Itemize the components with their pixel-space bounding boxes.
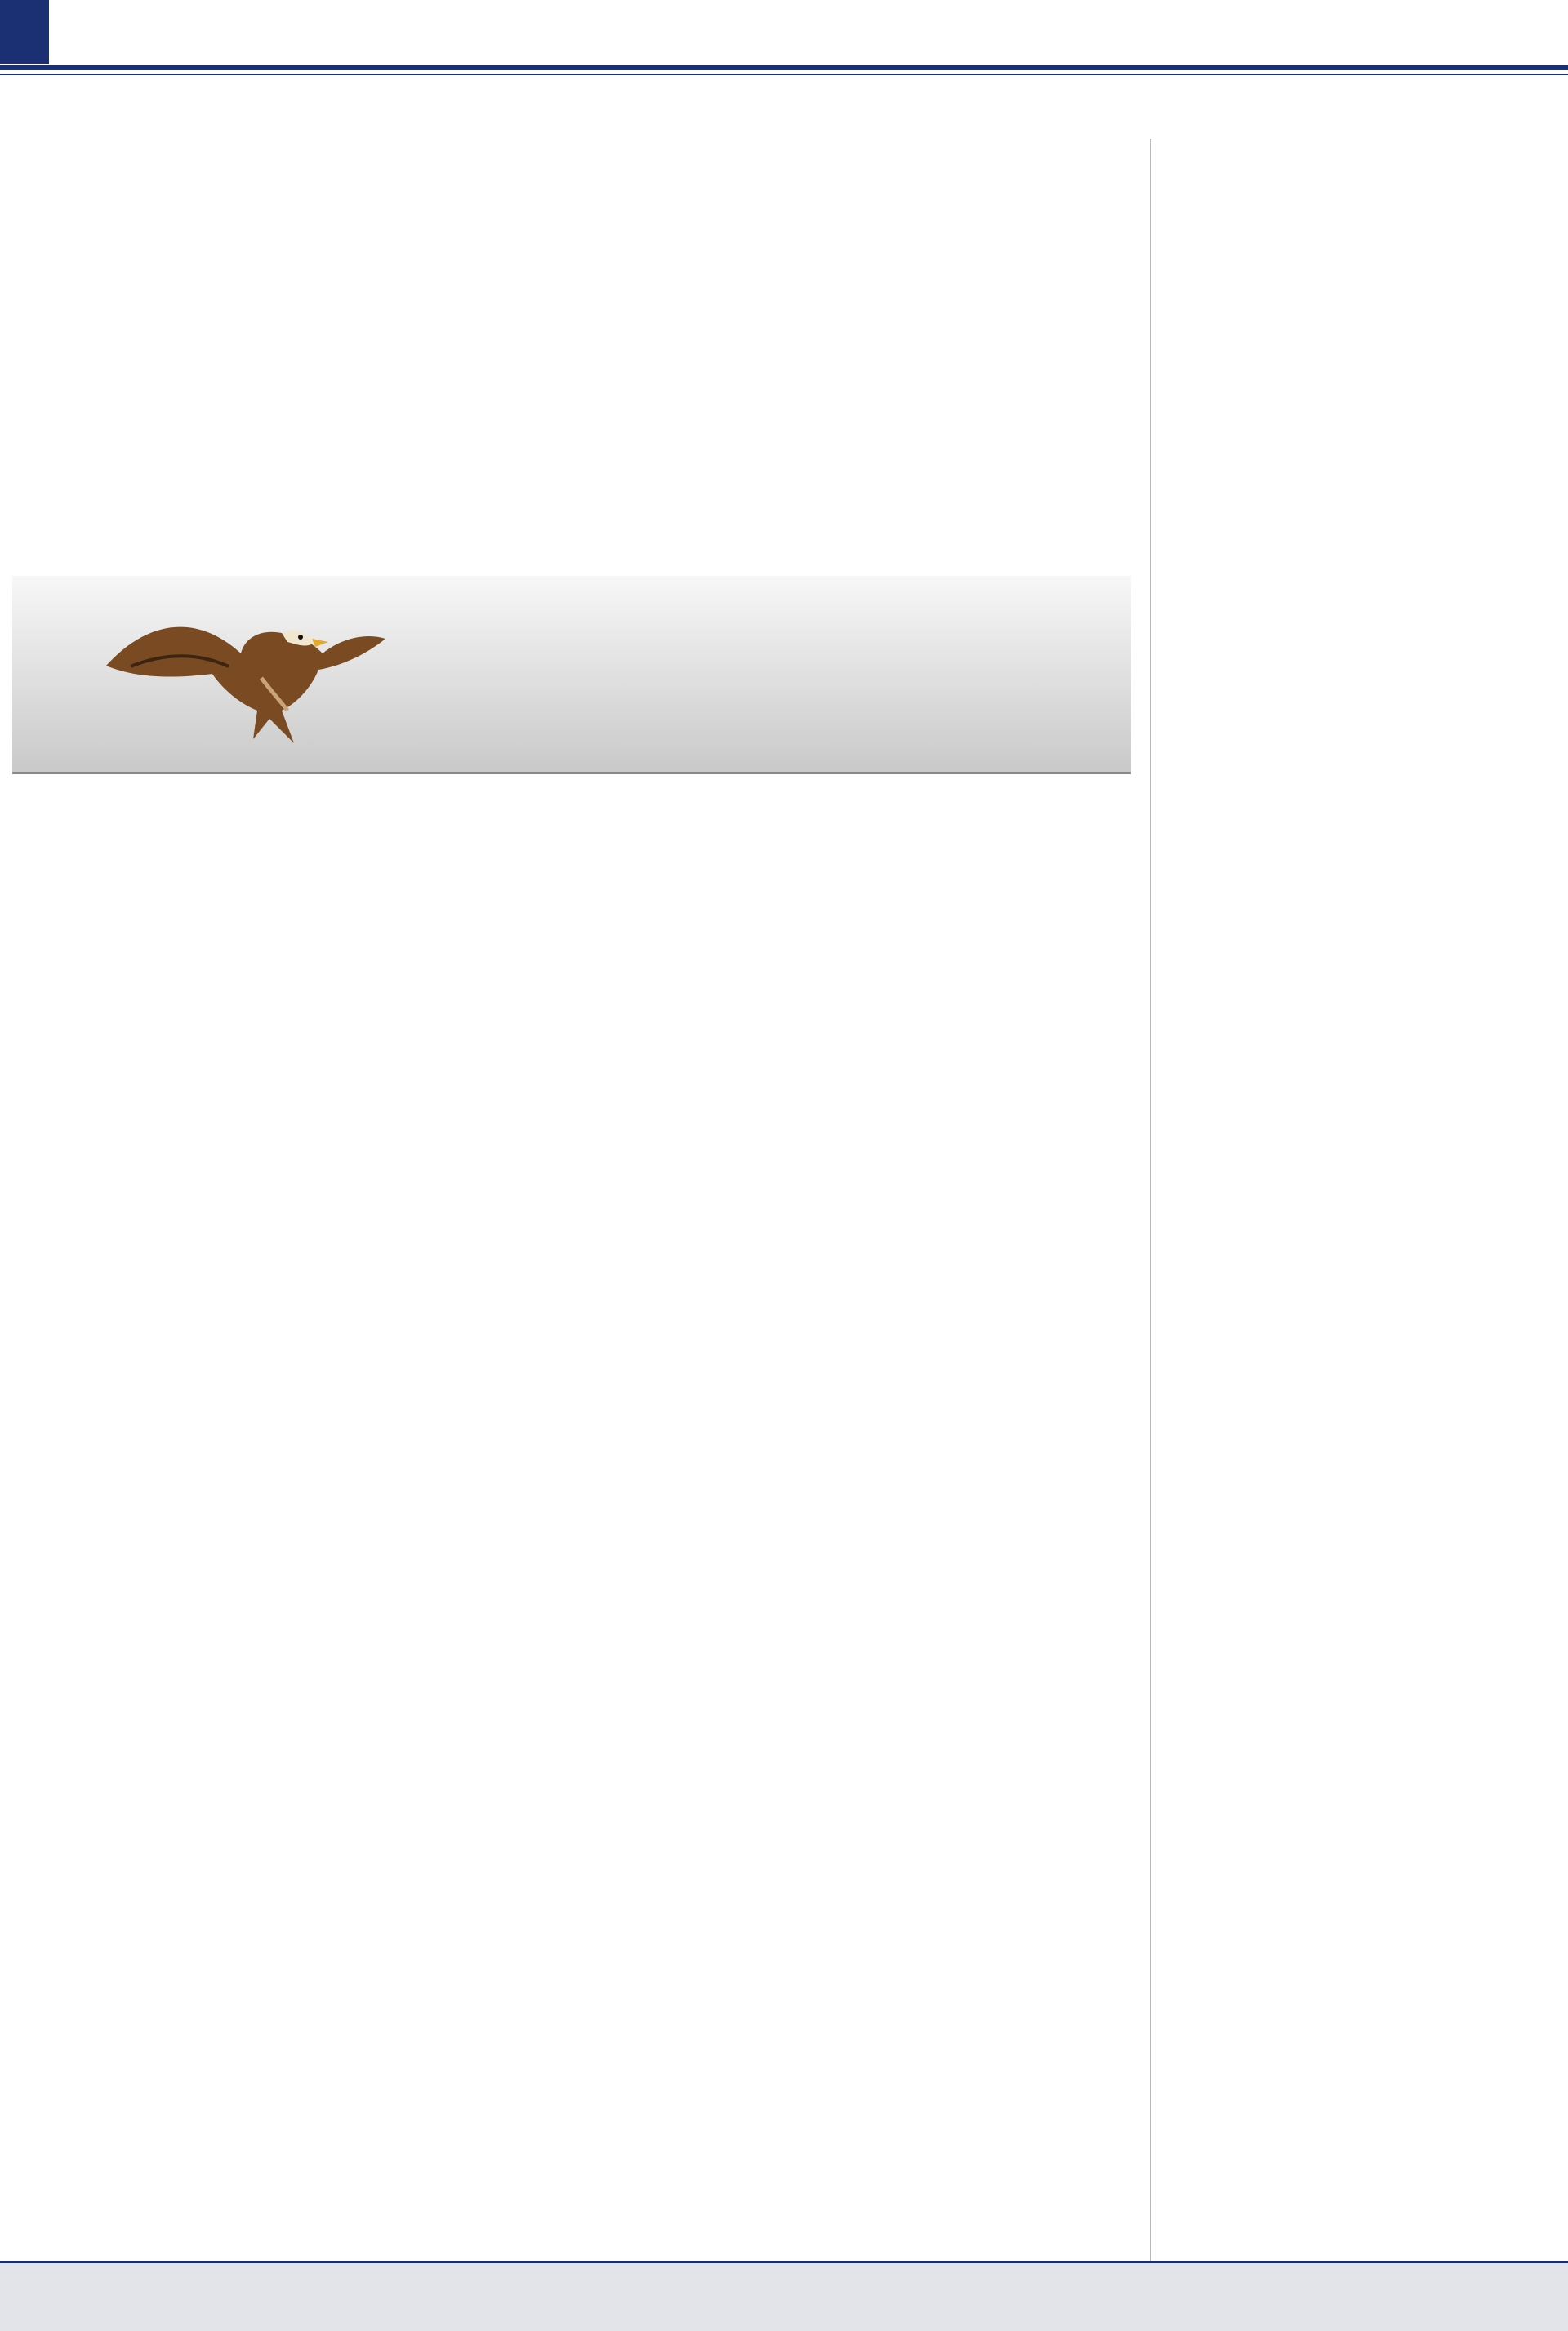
column-divider [1150, 139, 1152, 2262]
footer-bar [0, 2261, 1568, 2331]
article3-top [1191, 139, 1452, 768]
eagle-icon [98, 588, 392, 751]
banner-rule [12, 772, 1131, 774]
masthead [637, 0, 931, 64]
article2-col1 [12, 791, 363, 2240]
article1-col2 [394, 243, 745, 552]
header-rule [0, 65, 1568, 70]
article3-body [1191, 768, 1554, 2189]
article1-col3 [778, 243, 1129, 521]
article2-col2 [394, 791, 745, 2240]
header-rule-thin [0, 74, 1568, 75]
page-number [0, 0, 49, 64]
article1-col1 [12, 243, 363, 552]
article2-col3 [778, 791, 1129, 2200]
